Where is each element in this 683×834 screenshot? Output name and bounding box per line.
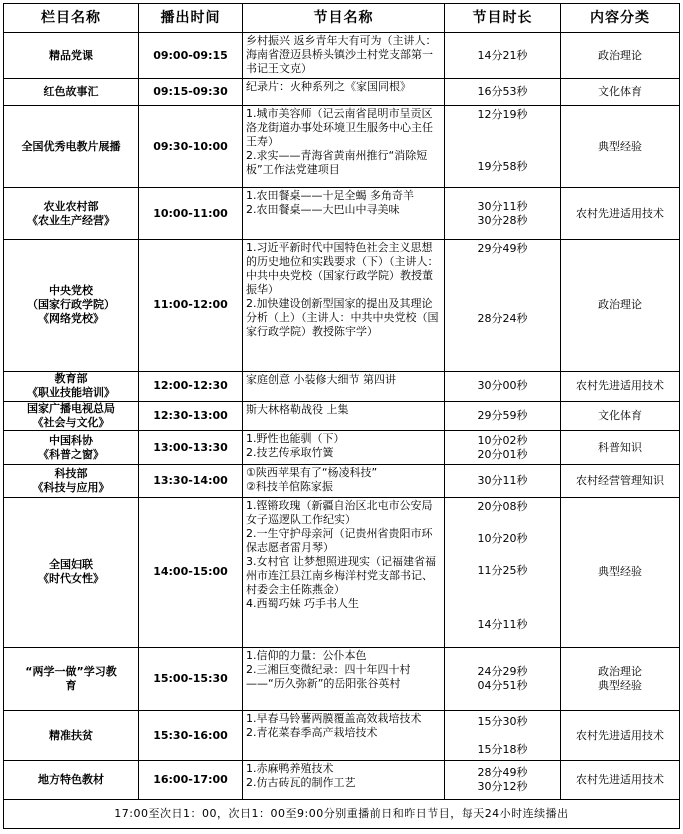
program-name-cell [243, 647, 445, 711]
duration-cell [445, 465, 561, 498]
duration-value: 24分29秒 [477, 664, 528, 678]
column-name-cell [4, 79, 139, 106]
air-time-cell: 15:30-16:00 [139, 711, 243, 760]
schedule-row [4, 106, 680, 188]
program-name-cell [243, 239, 445, 371]
category-cell [561, 647, 680, 711]
air-time-cell: 12:30-13:00 [139, 401, 243, 431]
duration-cell [445, 760, 561, 799]
duration-value: 30分28秒 [477, 213, 528, 227]
category-cell [561, 431, 680, 465]
schedule-row [4, 431, 680, 465]
program-name-cell [243, 498, 445, 647]
column-name-line: 国家广播电视总局 [27, 401, 115, 415]
program-item: 1.农田餐桌——十足全蝎 多角奇羊 [246, 189, 414, 203]
schedule-body [4, 33, 680, 800]
duration-value: 28分24秒 [477, 311, 528, 325]
duration-cell [445, 79, 561, 106]
program-item: 3.女村官 让梦想照进现实（记福建省福州市连江县江南乡梅洋村党支部书记、村委会主任陈燕金） [246, 555, 436, 597]
header-row [4, 4, 680, 33]
category-value: 文化体育 [598, 85, 642, 99]
air-time-cell: 14:00-15:00 [139, 498, 243, 647]
program-item: 1.习近平新时代中国特色社会主义思想的历史地位和实践要求（下）（主讲人：中共中央党校（国家行政学院）教授董振华） [246, 240, 439, 296]
category-cell [561, 371, 680, 401]
category-value: 典型经验 [598, 678, 642, 692]
duration-cell [445, 239, 561, 371]
header-duration: 节目时长 [445, 4, 561, 33]
air-time-cell: 10:00-11:00 [139, 188, 243, 239]
duration-value: 15分30秒 [477, 714, 528, 728]
column-name-line: （国家行政学院） [27, 298, 115, 312]
column-name-cell [4, 188, 139, 239]
program-item: 2.青花菜春季高产栽培技术 [246, 726, 378, 740]
header-column-name: 栏目名称 [4, 4, 139, 33]
category-cell [561, 465, 680, 498]
column-name-line: 《农业生产经营》 [27, 213, 115, 227]
column-name-cell [4, 33, 139, 79]
category-value: 农村先进适用技术 [576, 206, 664, 220]
column-name-cell [4, 498, 139, 647]
duration-value: 20分01秒 [477, 447, 528, 461]
program-name-cell [243, 33, 445, 79]
column-name-cell [4, 647, 139, 711]
duration-value: 29分59秒 [477, 408, 528, 422]
duration-value: 30分00秒 [477, 379, 528, 393]
category-cell [561, 401, 680, 431]
category-value: 农村先进适用技术 [576, 379, 664, 393]
air-time-cell: 12:00-12:30 [139, 371, 243, 401]
column-name-cell [4, 106, 139, 188]
category-value: 政治理论 [598, 48, 642, 62]
column-name-line: 精准扶贫 [49, 728, 93, 742]
column-name-line: 全国妇联 [49, 558, 93, 572]
program-item: 2.求实——青海省黄南州推行“消除短板”工作法党建项目 [246, 149, 428, 177]
rebroadcast-note: 17:00至次日1：00，次日1：00至9:00分别重播前日和昨日节目，每天24小时连续播出 [4, 800, 680, 829]
program-item: 1.城市美容师（记云南省昆明市呈贡区洛龙街道办事处环境卫生服务中心主任王寿） [246, 107, 433, 149]
schedule-table [3, 3, 680, 829]
duration-cell [445, 711, 561, 760]
air-time-cell: 09:15-09:30 [139, 79, 243, 106]
category-value: 典型经验 [598, 565, 642, 579]
program-item: 1.赤麻鸭养殖技术 [246, 761, 334, 775]
column-name-line: 《时代女性》 [38, 572, 104, 586]
schedule-row [4, 79, 680, 106]
duration-value: 30分11秒 [477, 474, 528, 488]
duration-value: 30分11秒 [477, 199, 528, 213]
air-time-cell: 16:00-17:00 [139, 760, 243, 799]
category-value: 典型经验 [598, 139, 642, 153]
duration-value: 04分51秒 [477, 678, 528, 692]
column-name-line: 中央党校 [49, 284, 93, 298]
header-air-time: 播出时间 [139, 4, 243, 33]
duration-cell [445, 371, 561, 401]
program-item: 乡村振兴 返乡青年大有可为（主讲人：海南省澄迈县桥头镇沙土村党支部第一书记王文克） [246, 34, 437, 75]
air-time-cell: 15:00-15:30 [139, 647, 243, 711]
program-item: 2.仿古砖瓦的制作工艺 [246, 775, 356, 789]
column-name-cell [4, 239, 139, 371]
duration-value: 19分58秒 [477, 160, 528, 174]
program-item: 2.三湘巨变微纪录：四十年四十村——“历久弥新”的岳阳张谷英村 [246, 662, 411, 690]
column-name-line: 科技部 [54, 467, 88, 481]
program-name-cell [243, 188, 445, 239]
air-time-cell: 13:30-14:00 [139, 465, 243, 498]
program-name-cell [243, 106, 445, 188]
column-name-cell [4, 371, 139, 401]
category-cell [561, 79, 680, 106]
program-name-cell [243, 711, 445, 760]
column-name-line: 全国优秀电教片展播 [21, 139, 121, 153]
column-name-line: 《网络党校》 [38, 312, 104, 326]
category-cell [561, 760, 680, 799]
program-name-cell [243, 431, 445, 465]
column-name-line: 红色故事汇 [43, 85, 99, 99]
program-item: 1.信仰的力量：公仆本色 [246, 648, 367, 662]
column-name-line: 《社会与文化》 [32, 415, 110, 429]
duration-cell [445, 401, 561, 431]
duration-value: 29分49秒 [477, 241, 528, 255]
program-name-cell [243, 401, 445, 431]
category-value: 科普知识 [598, 440, 642, 454]
program-name-cell [243, 760, 445, 799]
air-time-cell: 09:30-10:00 [139, 106, 243, 188]
program-item: ①陕西苹果有了“杨凌科技” [246, 466, 378, 480]
category-value: 农村经营管理知识 [576, 474, 664, 488]
duration-cell [445, 106, 561, 188]
header-category: 内容分类 [561, 4, 680, 33]
duration-value: 20分08秒 [477, 500, 528, 514]
program-name-cell [243, 371, 445, 401]
schedule-row [4, 33, 680, 79]
column-name-line: 地方特色教材 [38, 772, 104, 786]
schedule-row [4, 465, 680, 498]
duration-cell [445, 498, 561, 647]
footer-row [4, 800, 680, 829]
category-value: 农村先进适用技术 [576, 728, 664, 742]
column-name-line: 《科普之窗》 [38, 447, 104, 461]
program-item: 斯大林格勒战役 上集 [246, 402, 349, 416]
air-time-cell: 11:00-12:00 [139, 239, 243, 371]
duration-value: 14分21秒 [477, 48, 528, 62]
schedule-row [4, 647, 680, 711]
column-name-cell [4, 760, 139, 799]
schedule-row [4, 711, 680, 760]
program-item: 2.农田餐桌——大巴山中寻美味 [246, 203, 400, 217]
category-value: 政治理论 [598, 664, 642, 678]
column-name-cell [4, 401, 139, 431]
column-name-cell [4, 431, 139, 465]
category-value: 政治理论 [598, 298, 642, 312]
schedule-row [4, 371, 680, 401]
column-name-line: 精品党课 [49, 48, 93, 62]
category-cell [561, 711, 680, 760]
column-name-cell [4, 465, 139, 498]
program-item: 家庭创意 小装修大细节 第四讲 [246, 372, 396, 386]
duration-value: 14分11秒 [477, 618, 528, 632]
category-value: 农村先进适用技术 [576, 772, 664, 786]
duration-cell [445, 188, 561, 239]
duration-value: 11分25秒 [477, 564, 528, 578]
duration-value: 15分18秒 [477, 742, 528, 756]
air-time-cell: 13:00-13:30 [139, 431, 243, 465]
column-name-cell [4, 711, 139, 760]
category-value: 文化体育 [598, 408, 642, 422]
column-name-line: 育 [65, 678, 77, 692]
duration-cell [445, 647, 561, 711]
schedule-row [4, 498, 680, 647]
duration-value: 30分12秒 [477, 779, 528, 793]
program-name-cell [243, 465, 445, 498]
schedule-row [4, 239, 680, 371]
header-program-name: 节目名称 [243, 4, 445, 33]
program-item: 2.一生守护母亲河（记贵州省贵阳市环保志愿者雷月琴） [246, 527, 433, 555]
program-item: 2.技艺传承取竹簧 [246, 446, 334, 460]
program-item: 4.西蜀巧妹 巧手书人生 [246, 597, 359, 611]
schedule-row [4, 760, 680, 799]
column-name-line: 《职业技能培训》 [27, 386, 115, 400]
program-item: 1.铿锵玫瑰（新疆自治区北屯市公安局女子巡逻队工作纪实） [246, 499, 433, 527]
program-item: 1.野性也能驯（下） [246, 432, 345, 446]
category-cell [561, 188, 680, 239]
category-cell [561, 498, 680, 647]
category-cell [561, 106, 680, 188]
program-item: 纪录片：火种系列之《家国同根》 [246, 80, 411, 94]
duration-value: 10分02秒 [477, 433, 528, 447]
duration-value: 10分20秒 [477, 532, 528, 546]
duration-value: 16分53秒 [477, 85, 528, 99]
column-name-line: 中国科协 [49, 433, 93, 447]
duration-cell [445, 431, 561, 465]
category-cell [561, 33, 680, 79]
schedule-row [4, 188, 680, 239]
program-name-cell [243, 79, 445, 106]
column-name-line: “两学一做”学习教 [25, 664, 117, 678]
duration-value: 12分19秒 [477, 108, 528, 122]
duration-value: 28分49秒 [477, 765, 528, 779]
program-item: 1.早春马铃薯两膜覆盖高效栽培技术 [246, 712, 422, 726]
program-item: ②科技羊倌陈家振 [246, 480, 333, 494]
column-name-line: 农业农村部 [43, 199, 99, 213]
program-item: 2.加快建设创新型国家的提出及其理论分析（上）（主讲人：中共中央党校（国家行政学院）教授陈宇学） [246, 296, 439, 338]
column-name-line: 《科技与应用》 [32, 481, 110, 495]
schedule-row [4, 401, 680, 431]
air-time-cell: 09:00-09:15 [139, 33, 243, 79]
duration-cell [445, 33, 561, 79]
category-cell [561, 239, 680, 371]
column-name-line: 教育部 [54, 372, 88, 386]
